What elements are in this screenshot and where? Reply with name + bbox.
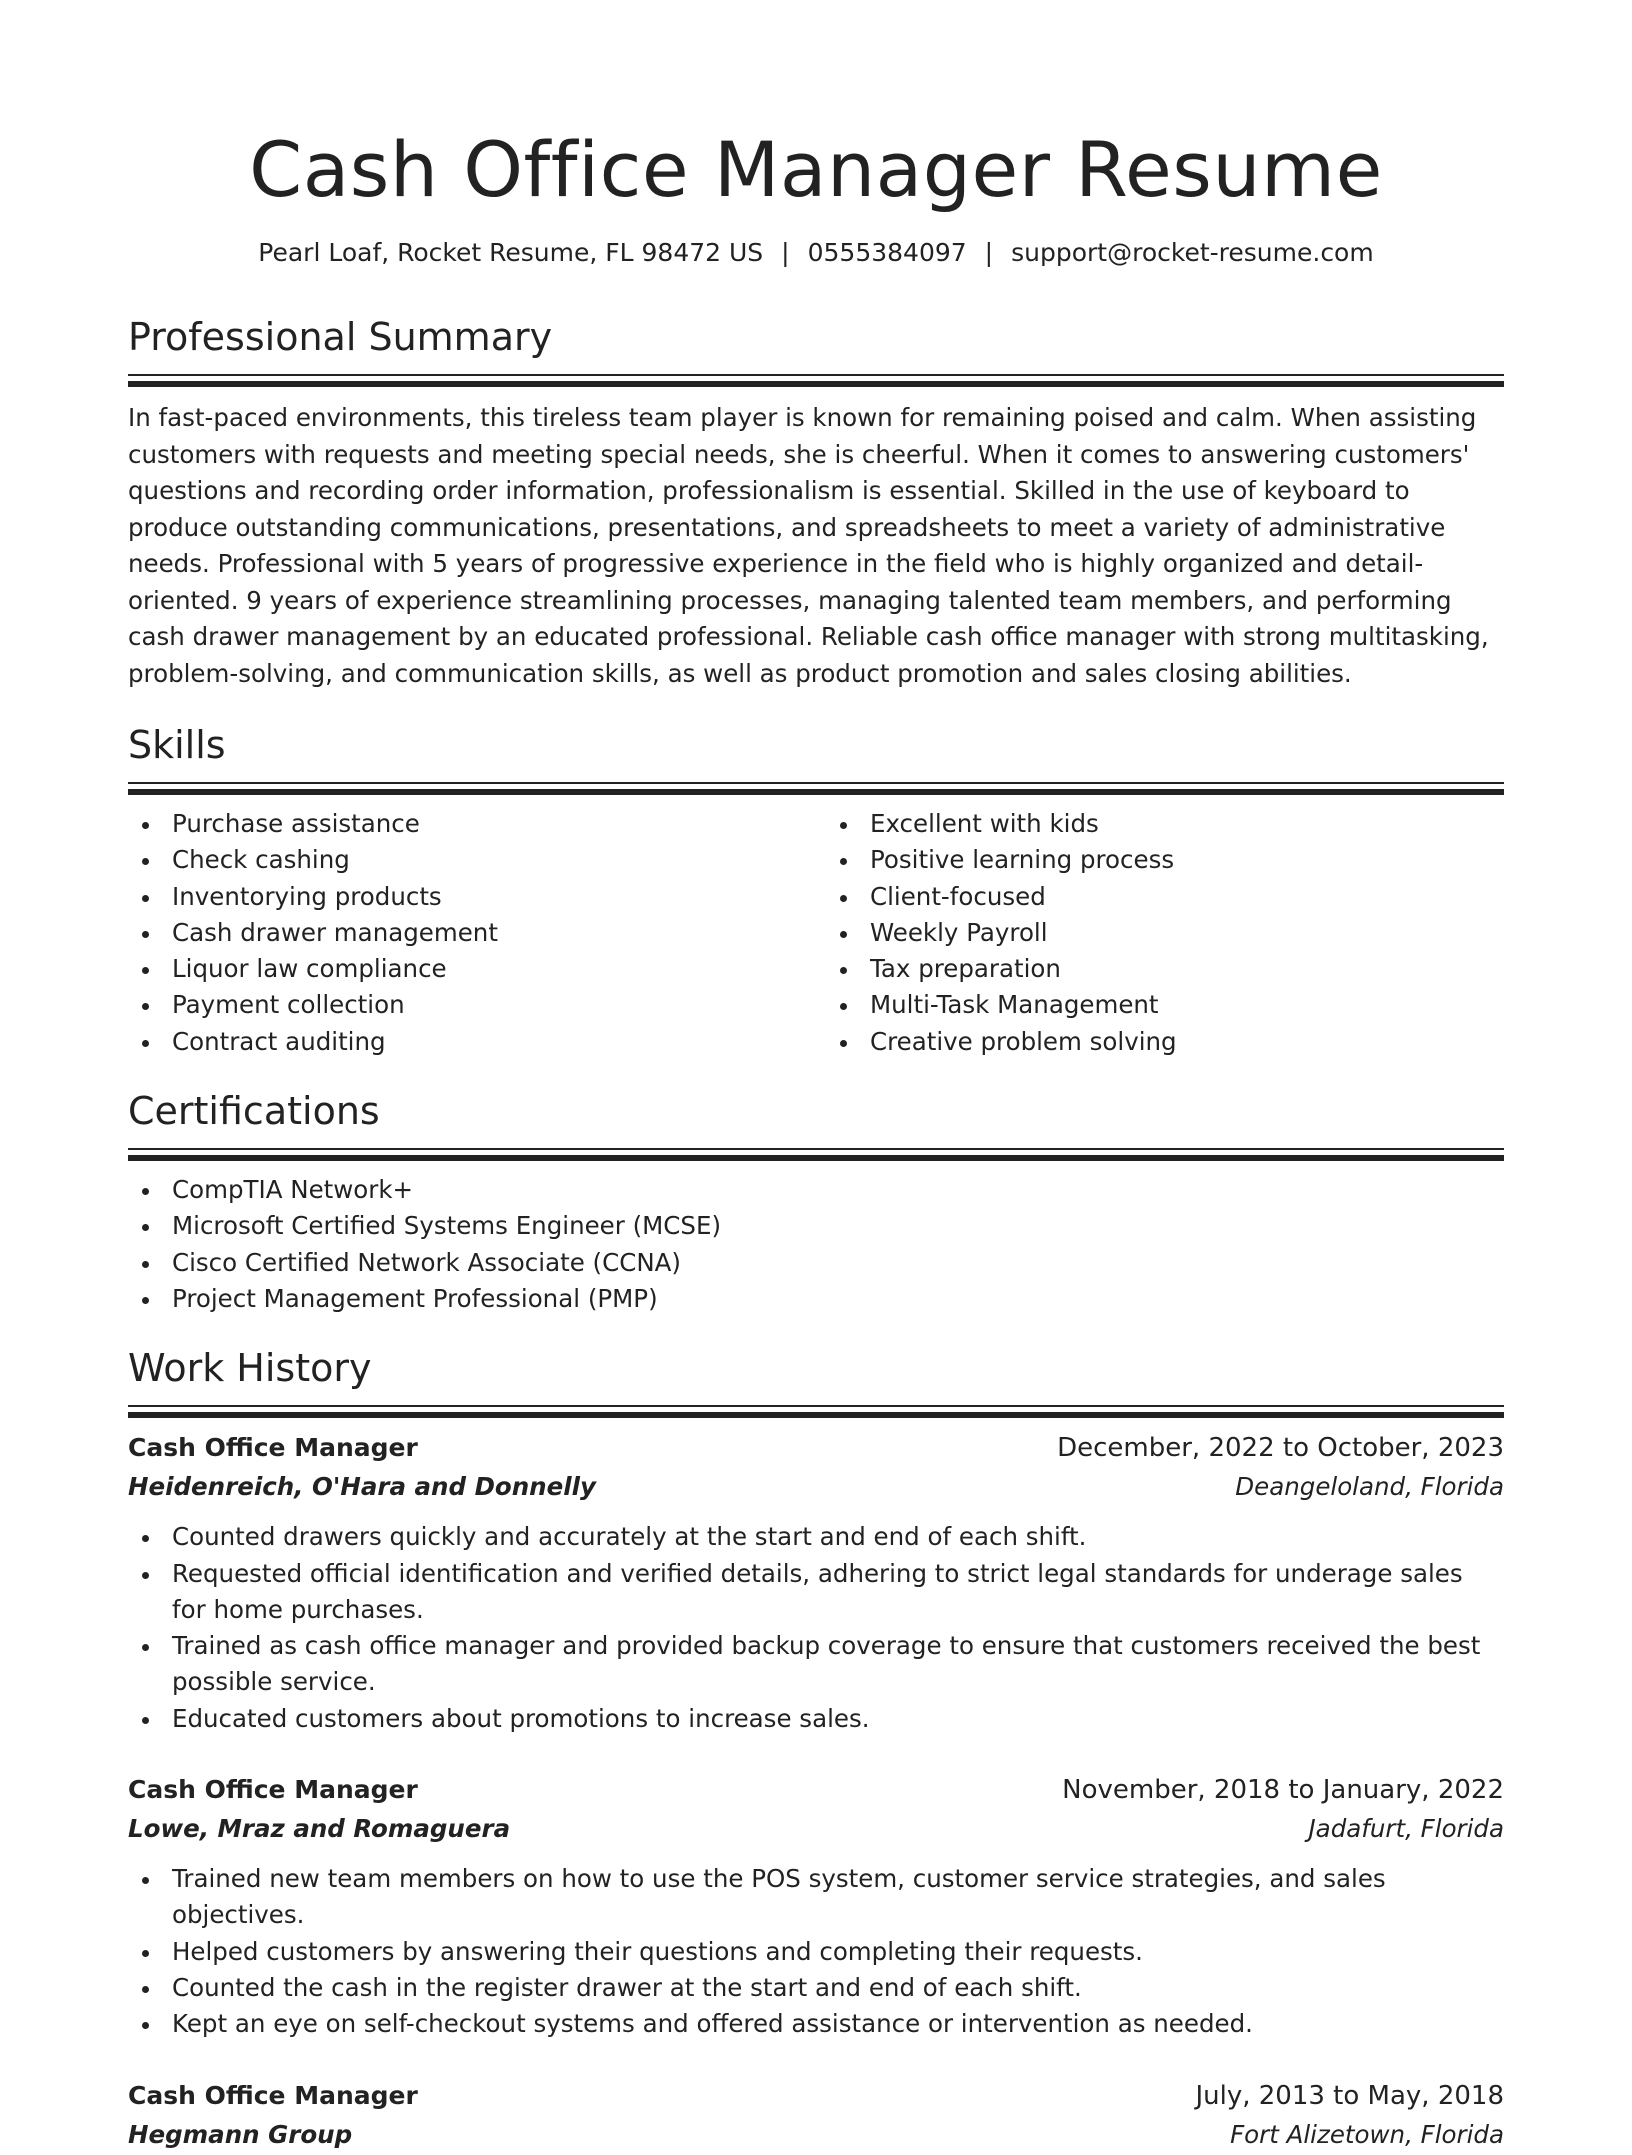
job-duty: Helped customers by answering their questions and completing their requests. [128,1934,1504,1970]
skills-grid [128,806,1504,1060]
job-header [128,1771,1504,1809]
certification-item: CompTIA Network+ [128,1172,1504,1208]
section-heading-certifications: Certifications [128,1089,380,1134]
summary-text: In fast-paced environments, this tireless team player is known for remaining poised and calm. When assisting customers with requests and meeting special needs, she is cheerful. When it comes to answering customers' questions and recording order information, professionalism is essential. Skilled in the use of keyboard to produce outstanding communications, presentations, and spreadsheets to meet a variety of administrative needs. Professional with 5 years of progressive experience in the field who is highly organized and detail-oriented. 9 years of experience streamlining processes, managing talented team members, and performing cash drawer management by an educated professional. Reliable cash office manager with strong multitasking, problem-solving, and communication skills, as well as product promotion and sales closing abilities. [128,403,1489,688]
skills-list-right [816,806,1504,1060]
job-duty: Trained new team members on how to use the POS system, customer service strategies, and sales objectives. [128,1861,1504,1934]
summary-section [128,314,1504,692]
skill-item: Tax preparation [826,951,1494,987]
job-location: Fort Alizetown, Florida [1230,2119,1504,2149]
skill-item: Liquor law compliance [128,951,806,987]
job-header [128,1429,1504,1467]
job-dates: November, 2018 to January, 2022 [1062,1775,1504,1806]
job-duty: Educated customers about promotions to increase sales. [128,1701,1504,1737]
job-entry [128,1771,1504,2042]
section-divider [128,374,1504,386]
job-company: Heidenreich, O'Hara and Donnelly [128,1472,597,1502]
job-duty: Counted the cash in the register drawer at the start and end of each shift. [128,1970,1504,2006]
job-duty: Trained as cash office manager and provided backup coverage to ensure that customers received the best possible service. [128,1628,1504,1701]
job-duties-list [128,1519,1504,1737]
job-subheader [128,1809,1504,1849]
resume-title: Cash Office Manager Resume [249,125,1383,214]
contact-line [128,236,1504,270]
job-title: Cash Office Manager [128,1775,418,1805]
certifications-section [128,1088,1504,1317]
job-dates: July, 2013 to May, 2018 [1195,2080,1504,2111]
contact-address: Pearl Loaf, Rocket Resume, FL 98472 US [258,238,764,267]
contact-email[interactable]: support@rocket-resume.com [1011,238,1374,267]
job-title: Cash Office Manager [128,2080,418,2110]
job-title: Cash Office Manager [128,1433,418,1463]
job-location: Jadafurt, Florida [1308,1814,1504,1844]
job-company: Hegmann Group [128,2119,353,2149]
job-location: Deangeloland, Florida [1235,1472,1504,1502]
certification-item: Cisco Certified Network Associate (CCNA) [128,1245,1504,1281]
contact-phone: 0555384097 [807,238,967,267]
certification-item: Project Management Professional (PMP) [128,1281,1504,1317]
skill-item: Client-focused [826,879,1494,915]
contact-separator: | [781,238,790,267]
job-duty: Requested official identification and verified details, adhering to strict legal standards for underage sales for home purchases. [128,1556,1504,1629]
section-heading-summary: Professional Summary [128,315,553,359]
skill-item: Contract auditing [128,1024,806,1060]
skill-item: Excellent with kids [826,806,1494,842]
job-entry [128,1429,1504,1737]
contact-separator: | [984,238,994,267]
job-duties-list [128,1861,1504,2042]
job-duty: Kept an eye on self-checkout systems and offered assistance or intervention as needed. [128,2006,1504,2042]
skill-item: Cash drawer management [128,915,806,951]
certifications-list [128,1172,1504,1317]
job-dates: December, 2022 to October, 2023 [1057,1433,1504,1464]
certification-item: Microsoft Certified Systems Engineer (MCSE) [128,1208,1504,1244]
job-subheader [128,2115,1504,2155]
section-divider [128,782,1504,794]
job-subheader [128,1467,1504,1507]
job-company: Lowe, Mraz and Romaguera [128,1814,511,1844]
skill-item: Check cashing [128,842,806,878]
skill-item: Purchase assistance [128,806,806,842]
work-history-section [128,1345,1504,2154]
section-heading-work-history: Work History [128,1346,372,1391]
skill-item: Payment collection [128,987,806,1023]
skills-list-left [128,806,816,1060]
section-divider [128,1148,1504,1160]
job-duty: Counted drawers quickly and accurately at the start and end of each shift. [128,1519,1504,1555]
skill-item: Positive learning process [826,842,1494,878]
job-entry [128,2077,1504,2155]
section-divider [128,1405,1504,1417]
skills-section [128,722,1504,1060]
job-header [128,2077,1504,2115]
skill-item: Multi-Task Management [826,987,1494,1023]
skill-item: Weekly Payroll [826,915,1494,951]
skill-item: Inventorying products [128,879,806,915]
section-heading-skills: Skills [128,723,226,767]
skill-item: Creative problem solving [826,1024,1494,1060]
